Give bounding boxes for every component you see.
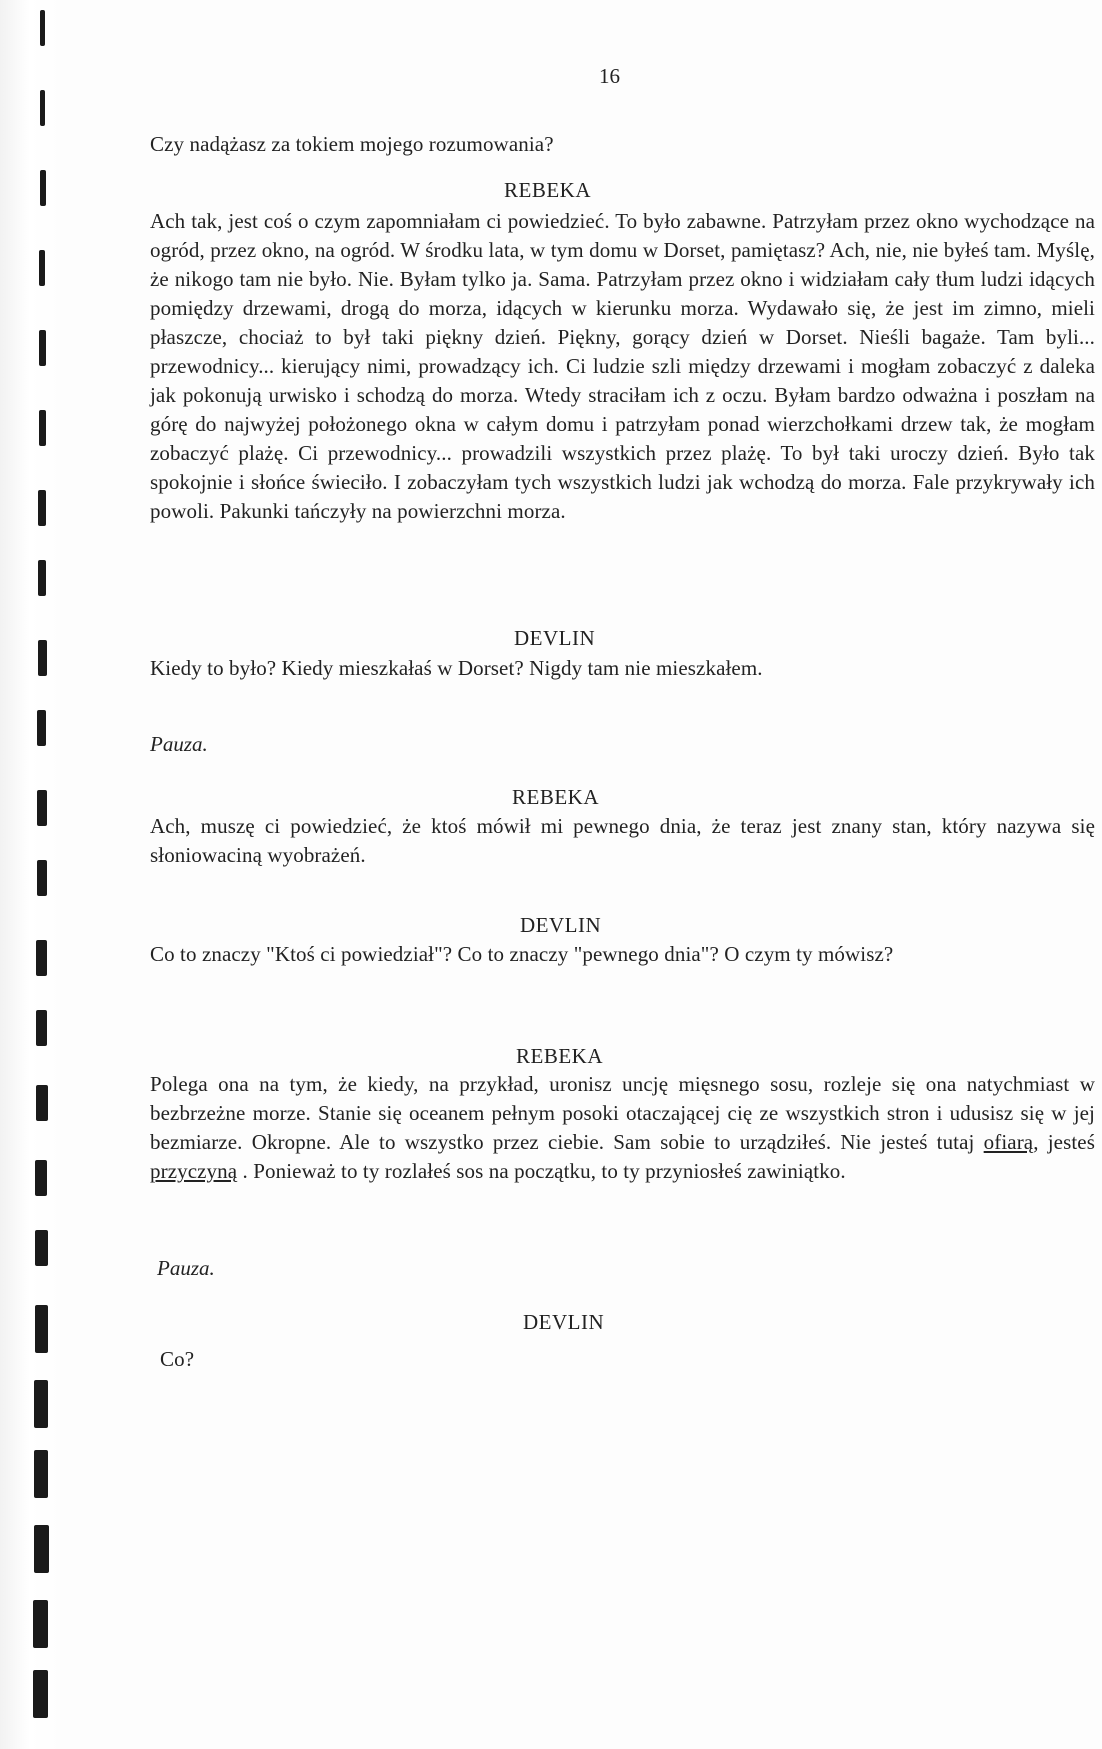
binding-hole bbox=[37, 710, 46, 746]
binding-hole bbox=[36, 1085, 48, 1121]
underlined-word-ofiara: ofiarą bbox=[983, 1130, 1034, 1154]
binding-hole bbox=[39, 410, 46, 446]
dialogue-text: Ach, muszę ci powiedzieć, że ktoś mówił mi pewnego dnia, że teraz jest znany stan, który nazywa się słoniowaciną wyobrażeń. bbox=[150, 814, 1095, 867]
dialogue-text-part: Polega ona na tym, że kiedy, na przykład, uronisz uncję mięsnego sosu, rozleje się ona natychmiast w bezbrzeżne morze. Stanie się oceanem pełnym posoki otaczającej cię ze wszystkich stron i udusisz się w jej bezmiarze. Okropne. Ale to wszystko przez ciebie. Sam sobie to urządziłeś. Nie jesteś tutaj bbox=[150, 1072, 1095, 1154]
speaker-name: DEVLIN bbox=[514, 626, 596, 650]
binding-hole bbox=[34, 1380, 48, 1428]
speaker-name: DEVLIN bbox=[523, 1310, 605, 1334]
binding-hole bbox=[37, 860, 47, 896]
binding-hole bbox=[40, 170, 46, 206]
binding-hole bbox=[36, 1010, 47, 1046]
stage-direction: Pauza. bbox=[157, 1256, 215, 1280]
speaker-name: REBEKA bbox=[516, 1044, 603, 1068]
page-number: 16 bbox=[599, 64, 620, 88]
binding-hole bbox=[35, 1160, 47, 1196]
dialogue-text: Kiedy to było? Kiedy mieszkałaś w Dorset? Nigdy tam nie mieszkałem. bbox=[150, 656, 763, 680]
dialogue-text-part: , jesteś bbox=[1033, 1130, 1095, 1154]
dialogue-text bbox=[150, 1070, 1095, 1186]
binding-hole bbox=[38, 640, 47, 676]
binding-hole bbox=[35, 1230, 48, 1266]
speaker-name: REBEKA bbox=[504, 178, 591, 202]
binding-hole bbox=[35, 1305, 48, 1353]
dialogue-text: Co to znaczy "Ktoś ci powiedział"? Co to znaczy "pewnego dnia"? O czym ty mówisz? bbox=[150, 942, 894, 966]
spiral-binding bbox=[0, 0, 60, 1749]
binding-hole bbox=[36, 940, 47, 976]
speaker-name: REBEKA bbox=[512, 785, 599, 809]
binding-hole bbox=[34, 1450, 48, 1498]
binding-hole bbox=[37, 790, 47, 826]
binding-hole bbox=[33, 1670, 48, 1718]
binding-hole bbox=[39, 330, 46, 366]
dialogue-text: Co? bbox=[160, 1347, 195, 1371]
binding-hole bbox=[40, 90, 45, 126]
speaker-name: DEVLIN bbox=[520, 913, 602, 937]
binding-hole bbox=[38, 560, 46, 596]
binding-hole bbox=[34, 1525, 49, 1573]
binding-hole bbox=[38, 490, 46, 526]
binding-hole bbox=[40, 10, 45, 46]
intro-line: Czy nadążasz za tokiem mojego rozumowania? bbox=[150, 132, 554, 156]
binding-hole bbox=[39, 250, 45, 286]
dialogue-text: Ach tak, jest coś o czym zapomniałam ci powiedzieć. To było zabawne. Patrzyłam przez okno wychodzące na ogród, przez okno, na ogród. W środku lata, w tym domu w Dorset, pamiętasz? Ach, nie, nie byłeś tam. Myślę, że nikogo tam nie było. Nie. Byłam tylko ja. Sama. Patrzyłam przez okno i widziałam cały tłum ludzi idących pomiędzy drzewami, drogą do morza, idących w kierunku morza. Wydawało się, że jest im zimno, mieli płaszcze, chociaż to był taki piękny dzień. Piękny, gorący dzień w Dorset. Nieśli bagaże. Tam byli... przewodnicy... kierujący nimi, prowadzący ich. Ci ludzie szli między drzewami i mogłam zobaczyć z daleka jak pokonują urwisko i schodzą do morza. Wtedy straciłam ich z oczu. Byłam bardzo odważna i poszłam na górę do najwyżej położonego okna w całym domu i patrzyłam ponad wierzchołkami drzew tak, że mogłam zobaczyć plażę. Ci przewodnicy... prowadzili wszystkich przez plażę. To był taki uroczy dzień. Było tak spokojnie i słońce świeciło. I zobaczyłam tych wszystkich ludzi jak wchodzą do morza. Fale przykrywały ich powoli. Pakunki tańczyły na powierzchni morza. bbox=[150, 209, 1095, 523]
stage-direction: Pauza. bbox=[150, 732, 208, 756]
binding-hole bbox=[33, 1600, 48, 1648]
dialogue-text-part: . Ponieważ to ty rozlałeś sos na początku, to ty przyniosłeś zawiniątko. bbox=[237, 1159, 846, 1183]
underlined-word-przyczyna: przyczyną bbox=[150, 1159, 238, 1183]
